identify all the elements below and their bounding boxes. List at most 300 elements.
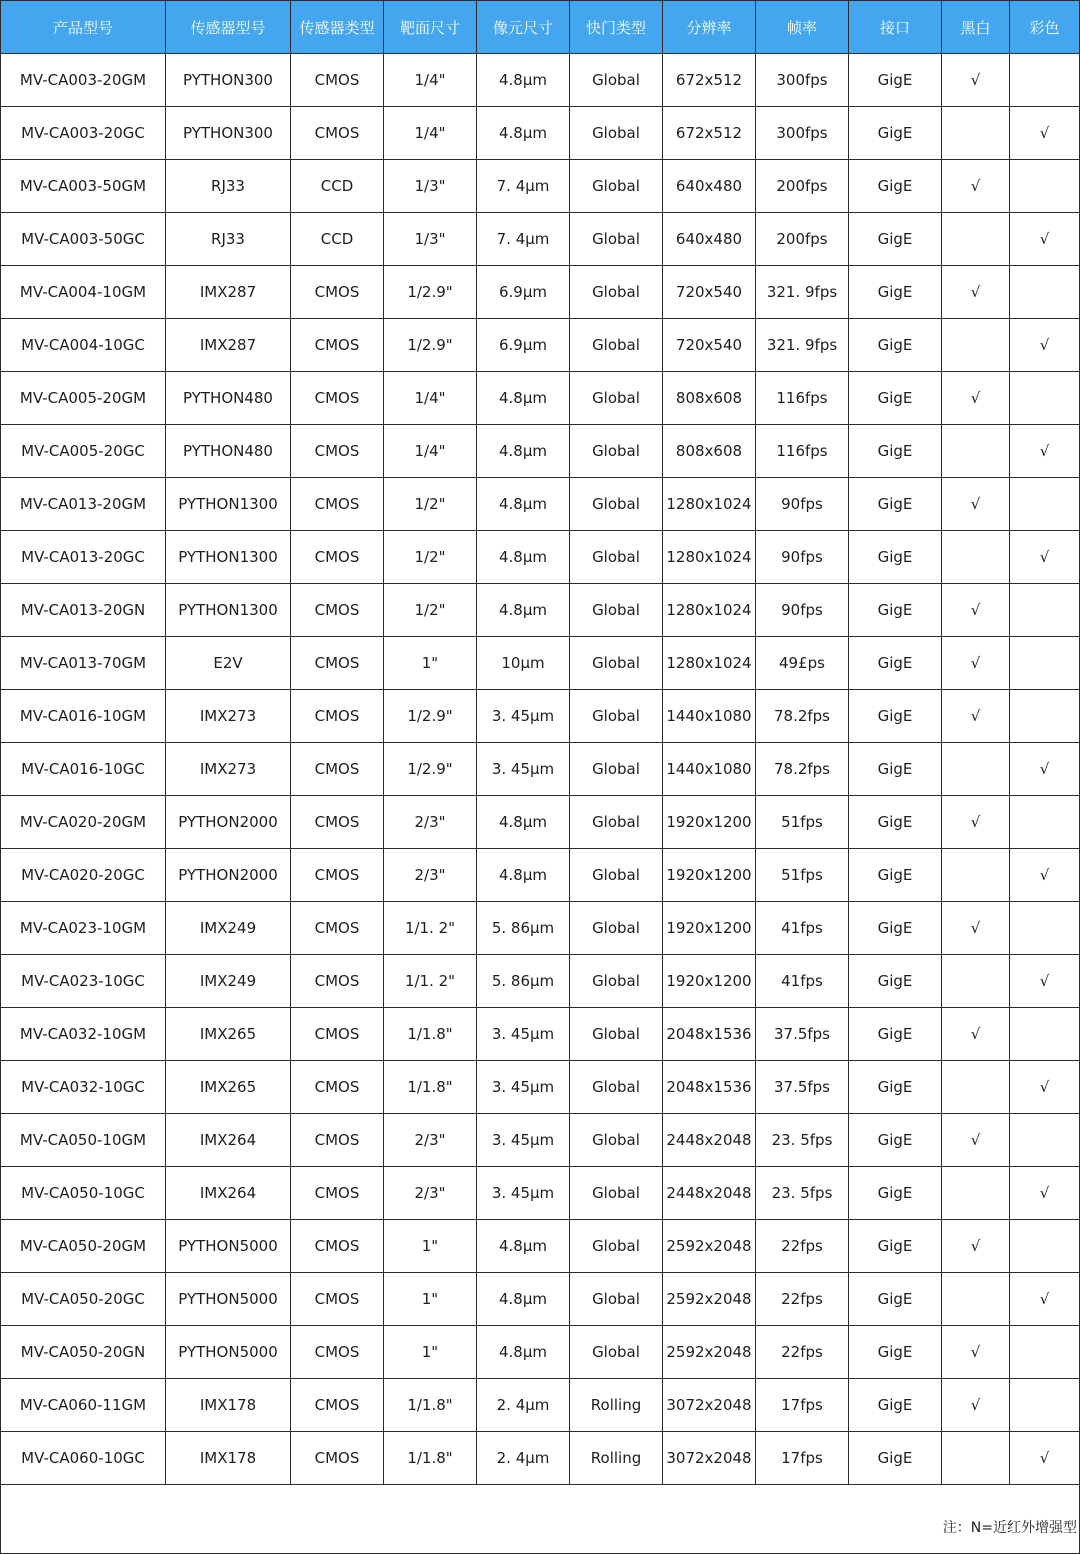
- sensor-type-cell: CMOS: [291, 319, 384, 372]
- sensor-model-cell: PYTHON1300: [166, 584, 291, 637]
- product-model-cell: MV-CA023-10GM: [1, 902, 166, 955]
- mono-mark-cell: √: [942, 1114, 1010, 1167]
- pixel-size-cell: 3. 45μm: [477, 743, 570, 796]
- product-model-cell: MV-CA004-10GM: [1, 266, 166, 319]
- color-mark-cell: [1010, 266, 1080, 319]
- mono-mark-cell: [942, 743, 1010, 796]
- sensor-type-cell: CMOS: [291, 1326, 384, 1379]
- mono-mark-cell: [942, 531, 1010, 584]
- frame-rate-cell: 78.2fps: [756, 690, 849, 743]
- shutter-type-cell: Global: [570, 372, 663, 425]
- target-size-cell: 1/3": [384, 213, 477, 266]
- pixel-size-cell: 4.8μm: [477, 54, 570, 107]
- table-row: [1, 584, 1080, 637]
- target-size-cell: 1": [384, 1326, 477, 1379]
- resolution-cell: 672x512: [663, 107, 756, 160]
- sensor-type-cell: CMOS: [291, 584, 384, 637]
- color-mark-cell: √: [1010, 425, 1080, 478]
- resolution-cell: 2048x1536: [663, 1008, 756, 1061]
- sensor-model-cell: PYTHON5000: [166, 1326, 291, 1379]
- target-size-cell: 1/4": [384, 425, 477, 478]
- header-interface: 接口: [849, 1, 942, 54]
- frame-rate-cell: 37.5fps: [756, 1061, 849, 1114]
- sensor-model-cell: IMX273: [166, 743, 291, 796]
- table-row: [1, 478, 1080, 531]
- frame-rate-cell: 78.2fps: [756, 743, 849, 796]
- sensor-type-cell: CMOS: [291, 1008, 384, 1061]
- table-row: [1, 1220, 1080, 1273]
- mono-mark-cell: √: [942, 372, 1010, 425]
- color-mark-cell: [1010, 54, 1080, 107]
- interface-cell: GigE: [849, 266, 942, 319]
- mono-mark-cell: [942, 955, 1010, 1008]
- pixel-size-cell: 3. 45μm: [477, 1167, 570, 1220]
- table-row: [1, 1167, 1080, 1220]
- interface-cell: GigE: [849, 1114, 942, 1167]
- product-model-cell: MV-CA016-10GC: [1, 743, 166, 796]
- frame-rate-cell: 90fps: [756, 478, 849, 531]
- shutter-type-cell: Global: [570, 849, 663, 902]
- mono-mark-cell: √: [942, 637, 1010, 690]
- table-row: [1, 372, 1080, 425]
- table-row: [1, 266, 1080, 319]
- table-row: [1, 796, 1080, 849]
- mono-mark-cell: √: [942, 54, 1010, 107]
- table-row: [1, 54, 1080, 107]
- shutter-type-cell: Rolling: [570, 1432, 663, 1485]
- interface-cell: GigE: [849, 1008, 942, 1061]
- sensor-type-cell: CMOS: [291, 54, 384, 107]
- product-model-cell: MV-CA032-10GM: [1, 1008, 166, 1061]
- frame-rate-cell: 22fps: [756, 1273, 849, 1326]
- mono-mark-cell: √: [942, 1326, 1010, 1379]
- frame-rate-cell: 300fps: [756, 107, 849, 160]
- frame-rate-cell: 300fps: [756, 54, 849, 107]
- resolution-cell: 2048x1536: [663, 1061, 756, 1114]
- frame-rate-cell: 37.5fps: [756, 1008, 849, 1061]
- color-mark-cell: √: [1010, 213, 1080, 266]
- product-model-cell: MV-CA020-20GC: [1, 849, 166, 902]
- color-mark-cell: √: [1010, 107, 1080, 160]
- pixel-size-cell: 4.8μm: [477, 796, 570, 849]
- frame-rate-cell: 41fps: [756, 955, 849, 1008]
- sensor-type-cell: CMOS: [291, 1061, 384, 1114]
- frame-rate-cell: 90fps: [756, 584, 849, 637]
- table-row: [1, 425, 1080, 478]
- target-size-cell: 1/2.9": [384, 690, 477, 743]
- frame-rate-cell: 116fps: [756, 372, 849, 425]
- color-mark-cell: [1010, 1326, 1080, 1379]
- product-model-cell: MV-CA003-20GM: [1, 54, 166, 107]
- target-size-cell: 1/4": [384, 372, 477, 425]
- color-mark-cell: [1010, 796, 1080, 849]
- frame-rate-cell: 321. 9fps: [756, 266, 849, 319]
- sensor-type-cell: CMOS: [291, 1114, 384, 1167]
- mono-mark-cell: [942, 107, 1010, 160]
- interface-cell: GigE: [849, 425, 942, 478]
- interface-cell: GigE: [849, 1167, 942, 1220]
- pixel-size-cell: 4.8μm: [477, 478, 570, 531]
- color-mark-cell: [1010, 372, 1080, 425]
- color-mark-cell: [1010, 584, 1080, 637]
- resolution-cell: 1280x1024: [663, 478, 756, 531]
- sensor-type-cell: CMOS: [291, 531, 384, 584]
- interface-cell: GigE: [849, 1061, 942, 1114]
- product-model-cell: MV-CA032-10GC: [1, 1061, 166, 1114]
- frame-rate-cell: 51fps: [756, 796, 849, 849]
- header-target-size: 靶面尺寸: [384, 1, 477, 54]
- table-header-row: [1, 1, 1080, 54]
- mono-mark-cell: [942, 1432, 1010, 1485]
- mono-mark-cell: [942, 319, 1010, 372]
- target-size-cell: 2/3": [384, 849, 477, 902]
- shutter-type-cell: Global: [570, 107, 663, 160]
- table-row: [1, 1326, 1080, 1379]
- mono-mark-cell: √: [942, 902, 1010, 955]
- mono-mark-cell: √: [942, 266, 1010, 319]
- target-size-cell: 1": [384, 637, 477, 690]
- color-mark-cell: [1010, 1114, 1080, 1167]
- pixel-size-cell: 4.8μm: [477, 372, 570, 425]
- mono-mark-cell: √: [942, 584, 1010, 637]
- pixel-size-cell: 4.8μm: [477, 531, 570, 584]
- pixel-size-cell: 4.8μm: [477, 1273, 570, 1326]
- table-row: [1, 1432, 1080, 1485]
- table-row: [1, 1008, 1080, 1061]
- resolution-cell: 1920x1200: [663, 796, 756, 849]
- pixel-size-cell: 6.9μm: [477, 319, 570, 372]
- frame-rate-cell: 321. 9fps: [756, 319, 849, 372]
- frame-rate-cell: 200fps: [756, 213, 849, 266]
- product-model-cell: MV-CA013-20GN: [1, 584, 166, 637]
- target-size-cell: 1/1. 2": [384, 955, 477, 1008]
- color-mark-cell: [1010, 637, 1080, 690]
- frame-rate-cell: 22fps: [756, 1326, 849, 1379]
- interface-cell: GigE: [849, 584, 942, 637]
- shutter-type-cell: Global: [570, 266, 663, 319]
- table-row: [1, 1061, 1080, 1114]
- pixel-size-cell: 3. 45μm: [477, 690, 570, 743]
- shutter-type-cell: Global: [570, 902, 663, 955]
- resolution-cell: 3072x2048: [663, 1379, 756, 1432]
- table-row: [1, 690, 1080, 743]
- shutter-type-cell: Global: [570, 54, 663, 107]
- shutter-type-cell: Global: [570, 478, 663, 531]
- resolution-cell: 720x540: [663, 319, 756, 372]
- sensor-model-cell: IMX273: [166, 690, 291, 743]
- target-size-cell: 1/2.9": [384, 743, 477, 796]
- interface-cell: GigE: [849, 796, 942, 849]
- resolution-cell: 2448x2048: [663, 1167, 756, 1220]
- sensor-type-cell: CMOS: [291, 637, 384, 690]
- product-model-cell: MV-CA050-10GM: [1, 1114, 166, 1167]
- mono-mark-cell: √: [942, 160, 1010, 213]
- product-model-cell: MV-CA013-70GM: [1, 637, 166, 690]
- sensor-model-cell: PYTHON1300: [166, 478, 291, 531]
- sensor-model-cell: PYTHON2000: [166, 796, 291, 849]
- sensor-model-cell: PYTHON300: [166, 107, 291, 160]
- sensor-model-cell: PYTHON5000: [166, 1220, 291, 1273]
- shutter-type-cell: Global: [570, 1273, 663, 1326]
- target-size-cell: 2/3": [384, 1114, 477, 1167]
- shutter-type-cell: Global: [570, 531, 663, 584]
- resolution-cell: 672x512: [663, 54, 756, 107]
- sensor-model-cell: PYTHON300: [166, 54, 291, 107]
- product-model-cell: MV-CA004-10GC: [1, 319, 166, 372]
- product-model-cell: MV-CA003-50GM: [1, 160, 166, 213]
- product-model-cell: MV-CA060-11GM: [1, 1379, 166, 1432]
- sensor-type-cell: CMOS: [291, 955, 384, 1008]
- shutter-type-cell: Global: [570, 425, 663, 478]
- sensor-model-cell: PYTHON5000: [166, 1273, 291, 1326]
- sensor-type-cell: CMOS: [291, 1379, 384, 1432]
- product-model-cell: MV-CA060-10GC: [1, 1432, 166, 1485]
- sensor-model-cell: IMX264: [166, 1167, 291, 1220]
- mono-mark-cell: √: [942, 796, 1010, 849]
- color-mark-cell: √: [1010, 1061, 1080, 1114]
- pixel-size-cell: 5. 86μm: [477, 955, 570, 1008]
- sensor-model-cell: RJ33: [166, 160, 291, 213]
- target-size-cell: 1/2.9": [384, 266, 477, 319]
- product-model-cell: MV-CA013-20GC: [1, 531, 166, 584]
- product-model-cell: MV-CA050-20GN: [1, 1326, 166, 1379]
- color-mark-cell: √: [1010, 319, 1080, 372]
- header-frame-rate: 帧率: [756, 1, 849, 54]
- target-size-cell: 2/3": [384, 796, 477, 849]
- target-size-cell: 2/3": [384, 1167, 477, 1220]
- target-size-cell: 1/2": [384, 478, 477, 531]
- interface-cell: GigE: [849, 1379, 942, 1432]
- shutter-type-cell: Global: [570, 160, 663, 213]
- color-mark-cell: √: [1010, 1273, 1080, 1326]
- interface-cell: GigE: [849, 743, 942, 796]
- interface-cell: GigE: [849, 955, 942, 1008]
- resolution-cell: 720x540: [663, 266, 756, 319]
- resolution-cell: 808x608: [663, 425, 756, 478]
- target-size-cell: 1": [384, 1273, 477, 1326]
- table-row: [1, 107, 1080, 160]
- resolution-cell: 640x480: [663, 213, 756, 266]
- target-size-cell: 1/1.8": [384, 1379, 477, 1432]
- sensor-model-cell: IMX265: [166, 1061, 291, 1114]
- resolution-cell: 808x608: [663, 372, 756, 425]
- color-mark-cell: √: [1010, 849, 1080, 902]
- sensor-model-cell: PYTHON480: [166, 425, 291, 478]
- table-row: [1, 1379, 1080, 1432]
- sensor-model-cell: IMX265: [166, 1008, 291, 1061]
- table-row: [1, 319, 1080, 372]
- sensor-model-cell: IMX178: [166, 1432, 291, 1485]
- resolution-cell: 1920x1200: [663, 849, 756, 902]
- frame-rate-cell: 49£ps: [756, 637, 849, 690]
- target-size-cell: 1/3": [384, 160, 477, 213]
- sensor-model-cell: E2V: [166, 637, 291, 690]
- pixel-size-cell: 4.8μm: [477, 584, 570, 637]
- pixel-size-cell: 3. 45μm: [477, 1008, 570, 1061]
- shutter-type-cell: Global: [570, 1114, 663, 1167]
- header-shutter-type: 快门类型: [570, 1, 663, 54]
- interface-cell: GigE: [849, 902, 942, 955]
- pixel-size-cell: 2. 4μm: [477, 1379, 570, 1432]
- mono-mark-cell: [942, 1167, 1010, 1220]
- resolution-cell: 640x480: [663, 160, 756, 213]
- product-model-cell: MV-CA003-20GC: [1, 107, 166, 160]
- product-model-cell: MV-CA013-20GM: [1, 478, 166, 531]
- mono-mark-cell: [942, 425, 1010, 478]
- frame-rate-cell: 90fps: [756, 531, 849, 584]
- color-mark-cell: [1010, 902, 1080, 955]
- sensor-model-cell: IMX287: [166, 319, 291, 372]
- sensor-type-cell: CMOS: [291, 372, 384, 425]
- frame-rate-cell: 23. 5fps: [756, 1167, 849, 1220]
- table-row: [1, 1114, 1080, 1167]
- header-mono: 黑白: [942, 1, 1010, 54]
- header-pixel-size: 像元尺寸: [477, 1, 570, 54]
- header-color: 彩色: [1010, 1, 1080, 54]
- shutter-type-cell: Global: [570, 955, 663, 1008]
- interface-cell: GigE: [849, 637, 942, 690]
- product-model-cell: MV-CA005-20GM: [1, 372, 166, 425]
- table-row: [1, 849, 1080, 902]
- frame-rate-cell: 41fps: [756, 902, 849, 955]
- product-model-cell: MV-CA050-20GM: [1, 1220, 166, 1273]
- mono-mark-cell: √: [942, 1008, 1010, 1061]
- resolution-cell: 2592x2048: [663, 1273, 756, 1326]
- table-row: [1, 955, 1080, 1008]
- product-model-cell: MV-CA003-50GC: [1, 213, 166, 266]
- footnote: 注：N=近红外增强型: [1, 1485, 1080, 1554]
- resolution-cell: 1920x1200: [663, 902, 756, 955]
- shutter-type-cell: Global: [570, 796, 663, 849]
- shutter-type-cell: Global: [570, 1167, 663, 1220]
- interface-cell: GigE: [849, 1220, 942, 1273]
- target-size-cell: 1/1.8": [384, 1432, 477, 1485]
- interface-cell: GigE: [849, 213, 942, 266]
- table-row: [1, 213, 1080, 266]
- pixel-size-cell: 3. 45μm: [477, 1114, 570, 1167]
- sensor-model-cell: RJ33: [166, 213, 291, 266]
- product-model-cell: MV-CA016-10GM: [1, 690, 166, 743]
- interface-cell: GigE: [849, 1273, 942, 1326]
- resolution-cell: 1440x1080: [663, 690, 756, 743]
- color-mark-cell: [1010, 1220, 1080, 1273]
- interface-cell: GigE: [849, 1326, 942, 1379]
- sensor-model-cell: IMX264: [166, 1114, 291, 1167]
- table-row: [1, 637, 1080, 690]
- frame-rate-cell: 22fps: [756, 1220, 849, 1273]
- target-size-cell: 1/1.8": [384, 1008, 477, 1061]
- mono-mark-cell: [942, 849, 1010, 902]
- shutter-type-cell: Rolling: [570, 1379, 663, 1432]
- header-sensor-type: 传感器类型: [291, 1, 384, 54]
- sensor-type-cell: CMOS: [291, 1220, 384, 1273]
- sensor-model-cell: IMX249: [166, 955, 291, 1008]
- target-size-cell: 1": [384, 1220, 477, 1273]
- target-size-cell: 1/1.8": [384, 1061, 477, 1114]
- interface-cell: GigE: [849, 319, 942, 372]
- shutter-type-cell: Global: [570, 1326, 663, 1379]
- color-mark-cell: [1010, 690, 1080, 743]
- pixel-size-cell: 4.8μm: [477, 425, 570, 478]
- sensor-type-cell: CMOS: [291, 743, 384, 796]
- shutter-type-cell: Global: [570, 319, 663, 372]
- interface-cell: GigE: [849, 531, 942, 584]
- sensor-model-cell: PYTHON1300: [166, 531, 291, 584]
- product-model-cell: MV-CA050-10GC: [1, 1167, 166, 1220]
- frame-rate-cell: 17fps: [756, 1432, 849, 1485]
- resolution-cell: 1280x1024: [663, 584, 756, 637]
- shutter-type-cell: Global: [570, 1061, 663, 1114]
- sensor-model-cell: PYTHON2000: [166, 849, 291, 902]
- resolution-cell: 2592x2048: [663, 1326, 756, 1379]
- header-product-model: 产品型号: [1, 1, 166, 54]
- sensor-type-cell: CMOS: [291, 1273, 384, 1326]
- mono-mark-cell: √: [942, 1379, 1010, 1432]
- color-mark-cell: √: [1010, 531, 1080, 584]
- table-row: [1, 1273, 1080, 1326]
- frame-rate-cell: 200fps: [756, 160, 849, 213]
- target-size-cell: 1/2.9": [384, 319, 477, 372]
- mono-mark-cell: √: [942, 690, 1010, 743]
- interface-cell: GigE: [849, 160, 942, 213]
- table-row: [1, 531, 1080, 584]
- resolution-cell: 1440x1080: [663, 743, 756, 796]
- pixel-size-cell: 4.8μm: [477, 107, 570, 160]
- pixel-size-cell: 2. 4μm: [477, 1432, 570, 1485]
- mono-mark-cell: [942, 213, 1010, 266]
- pixel-size-cell: 3. 45μm: [477, 1061, 570, 1114]
- shutter-type-cell: Global: [570, 584, 663, 637]
- interface-cell: GigE: [849, 1432, 942, 1485]
- header-resolution: 分辨率: [663, 1, 756, 54]
- color-mark-cell: [1010, 160, 1080, 213]
- sensor-type-cell: CCD: [291, 160, 384, 213]
- shutter-type-cell: Global: [570, 690, 663, 743]
- sensor-model-cell: IMX249: [166, 902, 291, 955]
- table-row: [1, 160, 1080, 213]
- target-size-cell: 1/2": [384, 531, 477, 584]
- sensor-type-cell: CMOS: [291, 478, 384, 531]
- interface-cell: GigE: [849, 478, 942, 531]
- resolution-cell: 2592x2048: [663, 1220, 756, 1273]
- frame-rate-cell: 23. 5fps: [756, 1114, 849, 1167]
- product-model-cell: MV-CA023-10GC: [1, 955, 166, 1008]
- note-row: [1, 1485, 1080, 1554]
- sensor-model-cell: IMX178: [166, 1379, 291, 1432]
- shutter-type-cell: Global: [570, 1008, 663, 1061]
- resolution-cell: 1280x1024: [663, 637, 756, 690]
- frame-rate-cell: 116fps: [756, 425, 849, 478]
- color-mark-cell: √: [1010, 955, 1080, 1008]
- shutter-type-cell: Global: [570, 1220, 663, 1273]
- table-row: [1, 902, 1080, 955]
- pixel-size-cell: 7. 4μm: [477, 213, 570, 266]
- header-sensor-model: 传感器型号: [166, 1, 291, 54]
- mono-mark-cell: [942, 1273, 1010, 1326]
- sensor-type-cell: CCD: [291, 213, 384, 266]
- resolution-cell: 3072x2048: [663, 1432, 756, 1485]
- mono-mark-cell: [942, 1061, 1010, 1114]
- sensor-type-cell: CMOS: [291, 849, 384, 902]
- frame-rate-cell: 17fps: [756, 1379, 849, 1432]
- product-model-cell: MV-CA050-20GC: [1, 1273, 166, 1326]
- color-mark-cell: √: [1010, 743, 1080, 796]
- product-model-cell: MV-CA005-20GC: [1, 425, 166, 478]
- color-mark-cell: [1010, 478, 1080, 531]
- interface-cell: GigE: [849, 372, 942, 425]
- sensor-type-cell: CMOS: [291, 425, 384, 478]
- target-size-cell: 1/4": [384, 107, 477, 160]
